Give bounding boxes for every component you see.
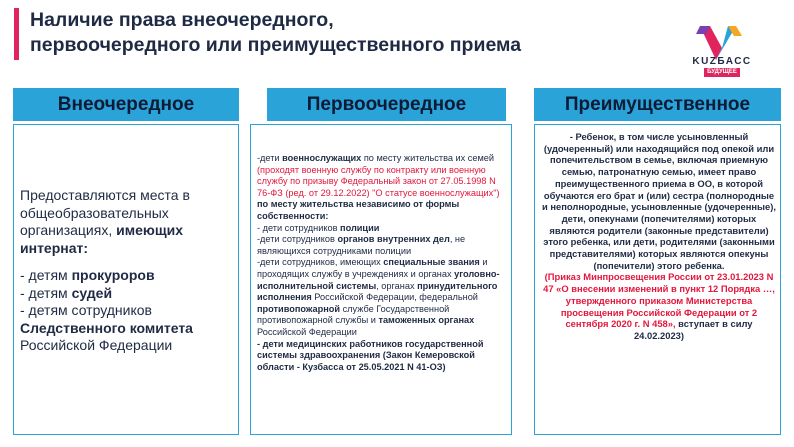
col1-item-suffix: Российской Федерации: [20, 337, 173, 353]
title-line-1: Наличие права внеочередного,: [30, 9, 334, 31]
bold-text: противопожарной: [257, 303, 341, 314]
header-pervoocherednoe: Первоочередное: [267, 88, 506, 121]
column-pervoocherednoe: [250, 124, 512, 435]
col3-text: [541, 131, 777, 342]
col1-item-sk: [20, 302, 234, 355]
column-preimushchestvennoe: [534, 124, 781, 435]
col1-item-bold: судей: [71, 284, 113, 301]
col3-law-reference: [541, 271, 777, 341]
law-reference-text: (проходят военную службу по контракту или военную службу по призыву Федеральный закон от 27.05.1998 N 76-ФЗ (ред. от 29.12.2022) "О статусе военнослужащих"): [257, 164, 500, 198]
col1-item-prefix: - детям сотрудников: [20, 302, 152, 318]
col1-item-prefix: - детям: [20, 267, 72, 283]
text: -дети сотрудников: [257, 234, 338, 245]
text: по месту жительства их семей: [361, 153, 495, 163]
header-preimushchestvennoe: Преимущественное: [534, 88, 781, 121]
col1-item-bold: Следственного комитета: [20, 319, 193, 336]
text: и проходящих службу в учреждениях и органах: [257, 257, 488, 279]
text: службе Государственной противопожарной службы и: [257, 303, 450, 326]
col1-item-bold: прокуроров: [71, 267, 155, 283]
col1-intro-text: Предоставляются места в общеобразовательных организациях,: [20, 187, 190, 238]
header-vneocherednoe: Внеочередное: [13, 88, 239, 121]
col1-text: [20, 187, 234, 355]
column-vneocherednoe: [13, 124, 239, 435]
text: -дети сотрудников, имеющих: [257, 257, 384, 268]
bold-text: принудительного исполнения: [257, 280, 498, 303]
col1-item-sudi: [20, 285, 234, 303]
text: - дети сотрудников: [257, 222, 341, 233]
col1-item-prefix: - детям: [20, 284, 72, 301]
logo-brand-text: KUZБАСС: [692, 56, 752, 67]
col2-item-military: [257, 153, 507, 223]
bold-text: по месту жительства независимо от формы собственности:: [257, 199, 460, 221]
col3-law-red: (Приказ Минпросвещения России от 23.01.2023 N 47 «О внесении изменений в пункт 12 Порядка …, утвержденного приказом Министерства просвещения Российской Федерации от 2 сентября 2020 г. N 458»,: [543, 271, 775, 330]
text: -дети: [257, 153, 283, 163]
col2-item-special-ranks: [257, 257, 507, 338]
bold-text: таможенных органах: [378, 315, 475, 326]
text: , не являющихся сотрудниками полиции: [257, 234, 466, 256]
col1-intro: [20, 187, 234, 257]
bold-text: органов внутренних дел: [337, 234, 450, 245]
slide-title: [30, 8, 670, 58]
col3-main-text: - Ребенок, в том числе усыновленный (удочеренный) или находящийся под опекой или попечительством в семье, включая приемную семью, патронатную семью, имеет право преимущественного приема в ОО, в которой обучаются его брат и (или) сестра (полнородные и неполнородные, усыновленные (удочеренные), дети, опекунами (попечителями) которых являются родители (законные представители) этого ребенка, или дети, родителями (законными представителями) которых являются опекуны (попечители) этого ребенка.: [542, 131, 776, 271]
bold-text: специальные звания: [383, 257, 480, 268]
text: , органах: [376, 280, 418, 291]
title-line-2: первоочередного или преимущественного приема: [30, 34, 522, 56]
col2-item-police: [257, 223, 507, 235]
col1-intro-bold: имеющих интернат:: [20, 222, 184, 256]
bold-text: военнослужащих: [282, 153, 362, 163]
text: Российской Федерации, федеральной: [311, 292, 478, 303]
logo-tagline: БУДУЩЕЕ: [704, 68, 740, 77]
col2-item-medical: - дети медицинских работников государственной системы здравоохранения (Закон Кемеровской области - Кузбасса от 25.05.2021 N 41-ОЗ): [257, 338, 484, 372]
bold-text: полиции: [340, 222, 380, 233]
col2-item-ovd: [257, 234, 507, 257]
text: Российской Федерации: [257, 326, 357, 337]
bold-text: уголовно-исполнительной системы: [257, 268, 500, 291]
col2-text: [257, 153, 507, 373]
title-accent-bar: [14, 8, 19, 60]
col3-law-tail: вступает в силу 24.02.2023): [633, 318, 753, 341]
col1-item-prokurory: [20, 267, 234, 285]
